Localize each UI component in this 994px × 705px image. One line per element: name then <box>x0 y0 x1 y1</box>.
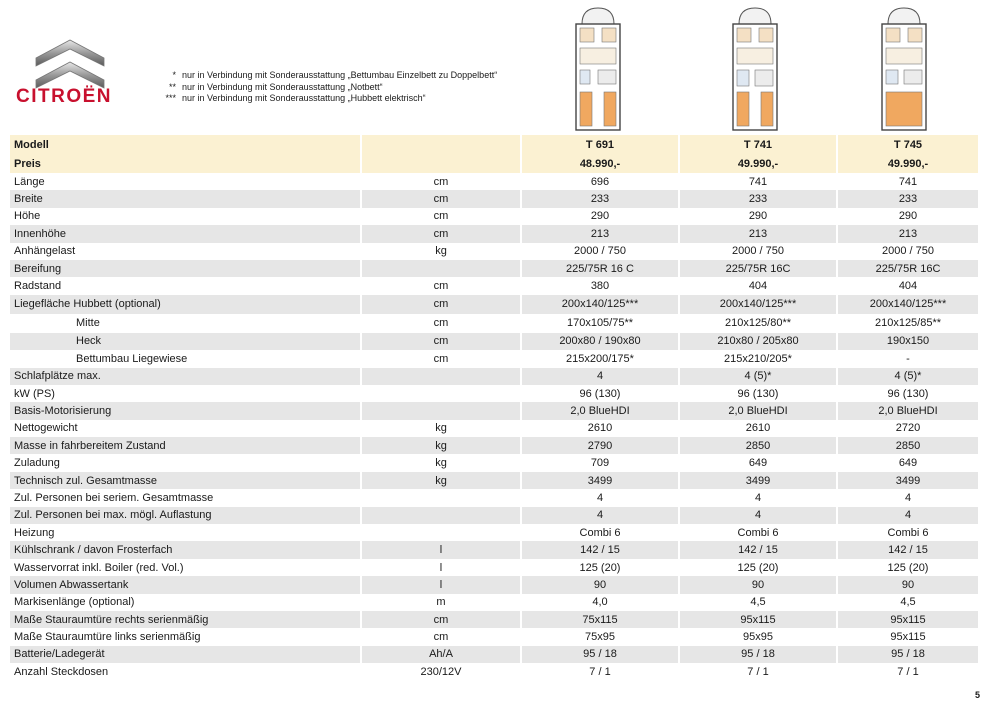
row-label: Volumen Abwassertank <box>10 576 360 593</box>
row-label: Maße Stauraumtüre rechts serienmäßig <box>10 611 360 628</box>
row-value: 2790 <box>522 437 678 454</box>
row-unit <box>362 402 520 419</box>
table-row <box>10 190 978 207</box>
row-unit: 230/12V <box>420 665 462 678</box>
page-number: 5 <box>974 690 980 700</box>
row-value: 215x210/205* <box>724 352 792 365</box>
header-label: Modell <box>10 135 360 154</box>
row-unit: cm <box>362 225 520 242</box>
header-model: T 741 <box>680 135 836 154</box>
row-value: 2000 / 750 <box>732 245 784 258</box>
row-value: 4 <box>838 507 978 524</box>
row-value: 4,5 <box>900 596 916 609</box>
row-unit <box>362 385 520 402</box>
table-row <box>10 208 978 225</box>
row-label: Höhe <box>14 210 41 223</box>
row-value: 2000 / 750 <box>574 245 626 258</box>
row-value: 4 <box>904 491 912 504</box>
row-value: 210x80 / 205x80 <box>680 333 836 350</box>
row-value: 290 <box>748 210 768 223</box>
row-unit: cm <box>433 317 449 330</box>
row-label: Markisenlänge (optional) <box>14 596 135 609</box>
row-value: 190x150 <box>838 333 978 350</box>
row-value: 225/75R 16C <box>838 260 978 277</box>
row-value: 2,0 BlueHDI <box>680 402 836 419</box>
row-value: 142 / 15 <box>838 541 978 558</box>
footnote: *** nur in Verbindung mit Sonderausstattung „Hubbett elektrisch“ <box>165 93 426 103</box>
table-row <box>10 472 978 489</box>
row-label: Innenhöhe <box>10 225 360 242</box>
row-unit <box>362 260 520 277</box>
row-value: 142 / 15 <box>522 541 678 558</box>
row-value: 741 <box>748 175 768 188</box>
table-row <box>10 594 978 611</box>
row-value: 2,0 BlueHDI <box>838 402 978 419</box>
row-value: 4 <box>754 491 762 504</box>
row-value: 4 <box>522 507 678 524</box>
row-value: - <box>906 352 910 365</box>
row-value: 95 / 18 <box>680 646 836 663</box>
price-value: 48.990,- <box>522 154 678 173</box>
table-row <box>10 385 978 402</box>
row-value: 95x115 <box>680 611 836 628</box>
table-row <box>10 507 978 524</box>
table-row <box>10 663 978 680</box>
row-value: 4 (5)* <box>838 368 978 385</box>
row-value: 95x95 <box>743 631 773 644</box>
row-label: Masse in fahrbereitem Zustand <box>10 437 360 454</box>
row-unit: cm <box>433 631 449 644</box>
row-value: 233 <box>680 190 836 207</box>
footnotes <box>160 70 497 105</box>
row-value: 215x200/175* <box>566 352 634 365</box>
row-value: 75x95 <box>585 631 615 644</box>
row-label: Breite <box>10 190 360 207</box>
row-value: 2610 <box>745 422 771 435</box>
row-value: 7 / 1 <box>747 665 769 678</box>
row-value: Combi 6 <box>579 526 621 539</box>
table-row <box>10 611 978 628</box>
row-value: 233 <box>522 190 678 207</box>
header-model: T 691 <box>522 135 678 154</box>
row-value: 4,0 <box>592 596 608 609</box>
price-label: Preis <box>10 154 360 173</box>
row-value: 741 <box>898 175 918 188</box>
row-label: Liegefläche Hubbett (optional) <box>10 295 360 314</box>
row-value: 404 <box>898 280 918 293</box>
table-row <box>10 489 978 506</box>
row-value: 125 (20) <box>579 561 621 574</box>
row-label: Heizung <box>14 526 55 539</box>
row-value: 4 <box>680 507 836 524</box>
row-value: 125 (20) <box>737 561 779 574</box>
row-label: Schlafplätze max. <box>10 368 360 385</box>
row-value: 90 <box>680 576 836 593</box>
row-value: 696 <box>590 175 610 188</box>
table-row <box>10 454 978 471</box>
row-unit: cm <box>433 210 449 223</box>
row-value: 290 <box>898 210 918 223</box>
row-label: Zul. Personen bei seriem. Gesamtmasse <box>14 491 214 504</box>
row-unit: cm <box>433 280 449 293</box>
row-value: 649 <box>748 457 768 470</box>
row-value: Combi 6 <box>887 526 929 539</box>
row-unit: cm <box>433 352 449 365</box>
row-value: 3499 <box>680 472 836 489</box>
footnote: * nur in Verbindung mit Sonderausstattung „Bettumbau Einzelbett zu Doppelbett“ <box>172 70 498 80</box>
table-row <box>10 243 978 260</box>
row-label: Basis-Motorisierung <box>10 402 360 419</box>
row-unit: kg <box>435 457 447 470</box>
row-value: 380 <box>590 280 610 293</box>
table-row <box>10 576 978 593</box>
row-unit: cm <box>362 333 520 350</box>
specification-table <box>8 135 980 681</box>
row-value: 213 <box>522 225 678 242</box>
row-unit: l <box>362 576 520 593</box>
row-unit: kg <box>435 245 447 258</box>
header-model: T 745 <box>838 135 978 154</box>
row-value: 2850 <box>680 437 836 454</box>
price-unit <box>362 154 520 173</box>
row-value: 200x140/125*** <box>522 295 678 314</box>
table-header-row <box>10 135 978 154</box>
header-unit <box>362 135 520 154</box>
row-label: Anzahl Steckdosen <box>14 665 109 678</box>
row-value: 225/75R 16C <box>680 260 836 277</box>
table-row <box>10 350 978 367</box>
row-value: 95x115 <box>838 611 978 628</box>
table-row <box>10 524 978 541</box>
row-unit: cm <box>433 175 449 188</box>
row-value: 2610 <box>587 422 613 435</box>
floorplan-t691-image <box>570 4 626 132</box>
row-value: 290 <box>590 210 610 223</box>
row-label: Nettogewicht <box>14 422 78 435</box>
row-value: 125 (20) <box>887 561 929 574</box>
row-label: Zul. Personen bei max. mögl. Auflastung <box>10 507 360 524</box>
row-label: Technisch zul. Gesamtmasse <box>10 472 360 489</box>
row-value: 90 <box>838 576 978 593</box>
row-value: 7 / 1 <box>897 665 919 678</box>
row-value: 200x80 / 190x80 <box>522 333 678 350</box>
table-row <box>10 437 978 454</box>
row-unit: kg <box>435 422 447 435</box>
table-row <box>10 225 978 242</box>
row-label: Kühlschrank / davon Frosterfach <box>10 541 360 558</box>
row-label: Radstand <box>14 280 62 293</box>
row-label: Wasservorrat inkl. Boiler (red. Vol.) <box>14 561 184 574</box>
row-value: 2850 <box>838 437 978 454</box>
price-value: 49.990,- <box>680 154 836 173</box>
price-value: 49.990,- <box>838 154 978 173</box>
row-value: Combi 6 <box>737 526 779 539</box>
table-row <box>10 277 978 294</box>
row-label: Länge <box>14 175 45 188</box>
row-value: 95 / 18 <box>522 646 678 663</box>
row-value: 709 <box>590 457 610 470</box>
row-unit <box>362 524 520 541</box>
table-row <box>10 314 978 333</box>
row-value: 404 <box>748 280 768 293</box>
row-unit: cm <box>362 611 520 628</box>
row-unit: kg <box>362 472 520 489</box>
row-unit: l <box>362 541 520 558</box>
row-value: 200x140/125*** <box>680 295 836 314</box>
row-value: 2000 / 750 <box>882 245 934 258</box>
floorplan-t741-image <box>727 4 783 132</box>
row-value: 4 <box>522 368 678 385</box>
row-unit <box>362 507 520 524</box>
row-unit <box>362 368 520 385</box>
row-value: 4 (5)* <box>680 368 836 385</box>
table-row <box>10 333 978 350</box>
row-label: Zuladung <box>14 457 60 470</box>
row-value: 96 (130) <box>579 387 621 400</box>
row-label: Bereifung <box>10 260 360 277</box>
row-value: 90 <box>522 576 678 593</box>
row-value: 233 <box>838 190 978 207</box>
row-value: 225/75R 16 C <box>522 260 678 277</box>
row-value: 4 <box>596 491 604 504</box>
brand-name: CITROËN <box>16 86 112 107</box>
row-unit: cm <box>362 190 520 207</box>
row-value: 95 / 18 <box>838 646 978 663</box>
footnote: ** nur in Verbindung mit Sonderausstattung „Notbett“ <box>168 81 383 92</box>
row-unit: Ah/A <box>362 646 520 663</box>
row-label: Heck <box>10 333 360 350</box>
row-value: 200x140/125*** <box>838 295 978 314</box>
row-label: Bettumbau Liegewiese <box>76 352 188 365</box>
table-row <box>10 295 978 314</box>
table-row <box>10 646 978 663</box>
row-value: 210x125/80** <box>724 317 792 330</box>
table-row <box>10 402 978 419</box>
row-value: 7 / 1 <box>589 665 611 678</box>
row-value: 210x125/85** <box>874 317 942 330</box>
row-value: 96 (130) <box>887 387 929 400</box>
row-value: 142 / 15 <box>680 541 836 558</box>
row-value: 2,0 BlueHDI <box>522 402 678 419</box>
floorplan-t745-image <box>876 4 932 132</box>
table-row <box>10 420 978 437</box>
table-row <box>10 559 978 576</box>
row-unit: m <box>436 596 446 609</box>
table-row <box>10 541 978 558</box>
row-value: 3499 <box>522 472 678 489</box>
row-label: kW (PS) <box>14 387 55 400</box>
row-value: 213 <box>838 225 978 242</box>
table-row <box>10 260 978 277</box>
row-unit <box>362 489 520 506</box>
table-row <box>10 173 978 190</box>
row-label: Batterie/Ladegerät <box>10 646 360 663</box>
row-value: 3499 <box>838 472 978 489</box>
row-value: 170x105/75** <box>566 317 634 330</box>
row-unit: l <box>439 561 443 574</box>
row-label: Mitte <box>76 317 100 330</box>
row-value: 75x115 <box>522 611 678 628</box>
row-value: 649 <box>898 457 918 470</box>
table-row <box>10 628 978 645</box>
row-label: Anhängelast <box>14 245 76 258</box>
row-unit: cm <box>362 295 520 314</box>
table-row <box>10 368 978 385</box>
row-value: 96 (130) <box>737 387 779 400</box>
row-label: Maße Stauraumtüre links serienmäßig <box>14 631 201 644</box>
price-row <box>10 154 978 173</box>
row-value: 4,5 <box>750 596 766 609</box>
row-value: 95x115 <box>890 631 926 644</box>
row-value: 2720 <box>895 422 921 435</box>
row-unit: kg <box>362 437 520 454</box>
row-value: 213 <box>680 225 836 242</box>
